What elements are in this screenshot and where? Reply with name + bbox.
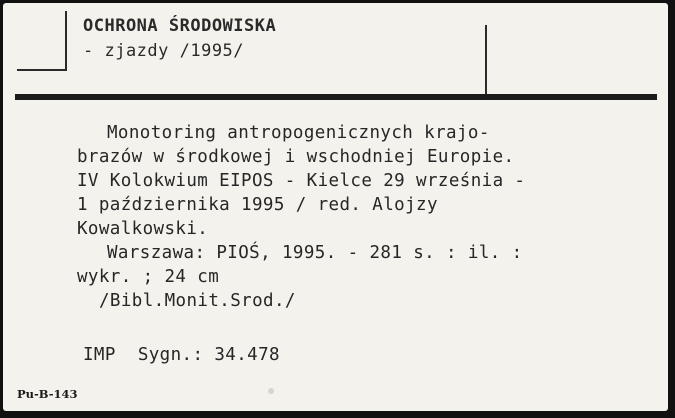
physical-description-line: wykr. ; 24 cm — [77, 267, 220, 287]
call-number-row — [83, 343, 280, 367]
heading-corner-mark — [17, 11, 67, 71]
vertical-divider — [485, 25, 487, 97]
bibliographic-description — [77, 121, 637, 313]
subject-subheading: - zjazdy /1995/ — [83, 41, 245, 61]
card-stamp: Pu-B-143 — [17, 387, 78, 401]
location-code: IMP — [83, 345, 116, 365]
subject-heading: OCHRONA ŚRODOWISKA — [83, 16, 277, 36]
series-line: /Bibl.Monit.Srod./ — [99, 291, 296, 311]
catalog-card — [3, 3, 668, 411]
description-line: brazów w środkowej i wschodniej Europie. — [77, 147, 515, 167]
description-line: 1 października 1995 / red. Alojzy — [77, 195, 438, 215]
punch-mark — [268, 388, 274, 394]
description-line: Monotoring antropogenicznych krajo- — [107, 123, 490, 143]
description-line: Kowalkowski. — [77, 219, 209, 239]
call-number: Sygn.: 34.478 — [137, 345, 280, 365]
description-line: IV Kolokwium EIPOS - Kielce 29 września - — [77, 171, 526, 191]
publication-line: Warszawa: PIOŚ, 1995. - 281 s. : il. : — [107, 243, 523, 263]
horizontal-rule — [15, 94, 657, 100]
